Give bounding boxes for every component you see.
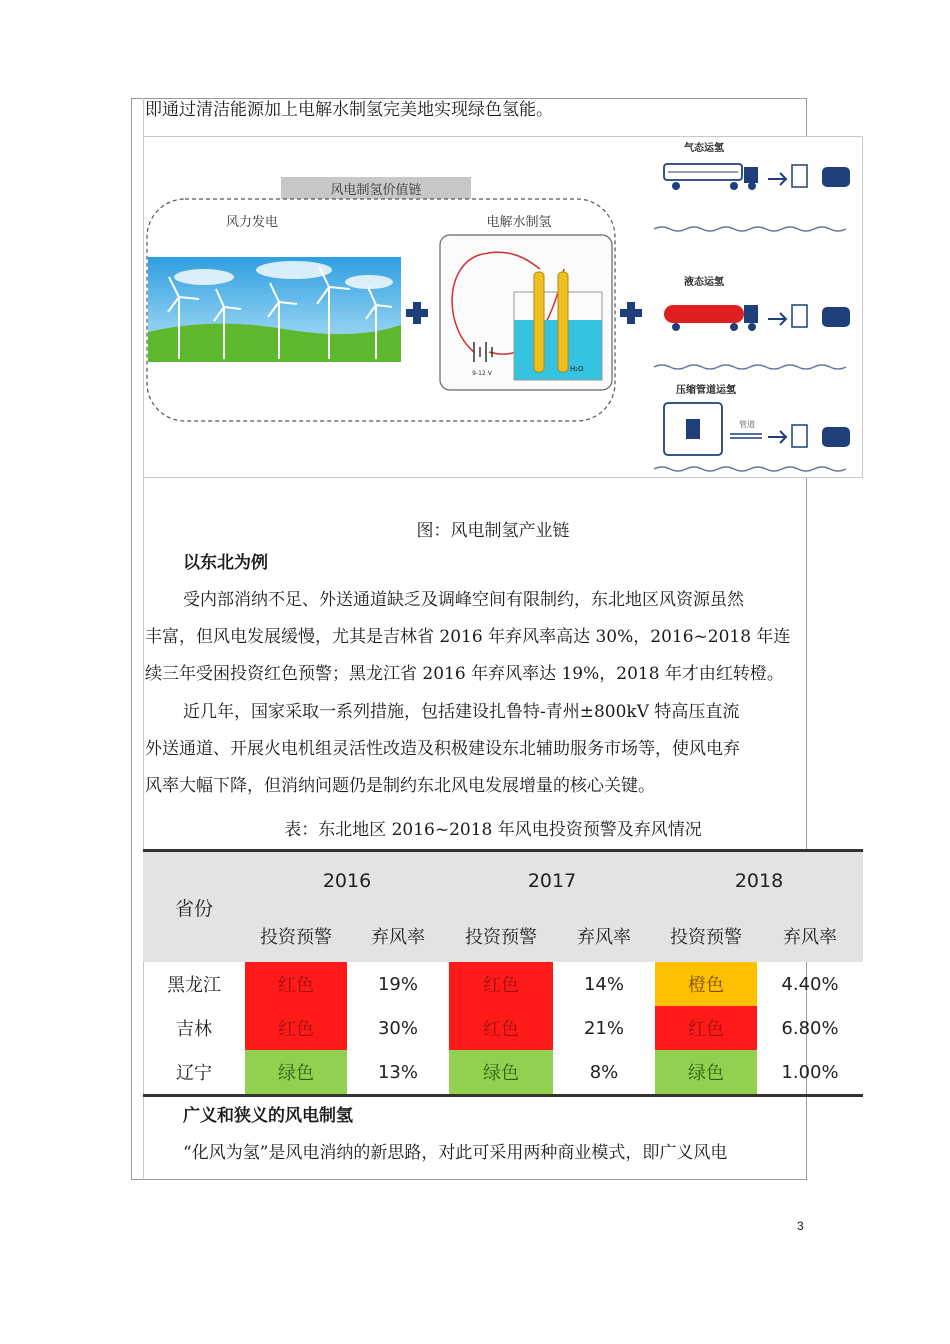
paragraph-line: 续三年受困投资红色预警；黑龙江省 2016 年弃风率达 19%，2018 年才由红转橙。: [145, 664, 784, 684]
table-row: [143, 962, 863, 1006]
paragraph-line: 丰富，但风电发展缓慢，尤其是吉林省 2016 年弃风率高达 30%，2016~2018 年连: [145, 627, 791, 647]
svg-text:气态运氢: 气态运氢: [684, 143, 724, 154]
figure-caption: 图：风电制氢产业链: [416, 521, 570, 541]
car-icon: [822, 167, 850, 187]
rate-cell: 19%: [377, 973, 418, 995]
paragraph-line: 受内部消纳不足、外送通道缺乏及调峰空间有限制约，东北地区风资源虽然: [183, 590, 744, 610]
table-row: [143, 1006, 863, 1050]
sub-header-warning: 投资预警: [449, 910, 553, 962]
year-header: 2016: [245, 851, 449, 911]
svg-text:压缩管道运氢: 压缩管道运氢: [676, 385, 736, 396]
paragraph-line: 近几年，国家采取一系列措施，包括建设扎鲁特-青州±800kV 特高压直流: [183, 702, 740, 722]
rate-cell: 30%: [377, 1017, 418, 1039]
rate-cell: 14%: [583, 973, 624, 995]
sub-header-warning: 投资预警: [655, 910, 757, 962]
table-row: [143, 1050, 863, 1096]
intro-text: 即通过清洁能源加上电解水制氢完美地实现绿色氢能。: [145, 100, 553, 120]
chain-title: 风电制氢价值链: [330, 183, 422, 198]
warning-cell: 绿色: [655, 1050, 757, 1096]
sub-header-warning: 投资预警: [245, 910, 347, 962]
paragraph-line: “化风为氢”是风电消纳的新思路，对此可采用两种商业模式，即广义风电: [183, 1143, 728, 1163]
warning-cell: 红色: [245, 1006, 347, 1050]
fuel-pump-icon: [792, 425, 807, 447]
year-header: 2017: [449, 851, 655, 911]
province-cell: 辽宁: [143, 1050, 245, 1096]
rate-cell: 8%: [553, 1050, 655, 1096]
warning-cell: 红色: [449, 962, 553, 1006]
rate-cell: 13%: [347, 1050, 449, 1096]
paragraph-line: 风率大幅下降，但消纳问题仍是制约东北风电发展增量的核心关键。: [145, 776, 655, 796]
electrolysis-label: 电解水制氢: [486, 215, 552, 230]
warning-cell: 橙色: [655, 962, 757, 1006]
rate-cell: 4.40%: [781, 973, 839, 995]
svg-text:管道: 管道: [739, 420, 755, 429]
svg-text:液态运氢: 液态运氢: [684, 277, 724, 288]
warning-cell: 红色: [449, 1006, 553, 1050]
value-chain-diagram: [144, 137, 864, 479]
section-heading-northeast: 以东北为例: [183, 553, 268, 573]
car-icon: [822, 427, 850, 447]
paragraph-line: 外送通道、开展火电机组灵活性改造及积极建设东北辅助服务市场等，使风电弃: [145, 739, 740, 759]
rate-cell: 6.80%: [781, 1017, 839, 1039]
sub-header-rate: 弃风率: [347, 910, 449, 962]
svg-text:H₂O: H₂O: [570, 365, 584, 373]
warning-cell: 绿色: [449, 1050, 553, 1096]
value-chain-figure: [143, 136, 863, 478]
rate-cell: 1.00%: [757, 1050, 863, 1096]
warning-cell: 红色: [655, 1006, 757, 1050]
wind-label: 风力发电: [225, 215, 279, 230]
province-cell: 吉林: [176, 1019, 212, 1040]
fuel-pump-icon: [792, 165, 807, 187]
page-number: 3: [797, 1219, 804, 1233]
svg-text:9-12 V: 9-12 V: [472, 370, 492, 377]
rate-cell: 21%: [583, 1017, 624, 1039]
warning-table: [143, 849, 863, 1097]
table-caption: 表：东北地区 2016~2018 年风电投资预警及弃风情况: [284, 820, 702, 840]
section-heading-broad: 广义和狭义的风电制氢: [183, 1106, 353, 1126]
warning-cell: 绿色: [245, 1050, 347, 1096]
fuel-pump-icon: [792, 305, 807, 327]
truck-icon: [664, 305, 758, 331]
warning-cell: 红色: [245, 962, 347, 1006]
car-icon: [822, 307, 850, 327]
sub-header-rate: 弃风率: [757, 910, 863, 962]
province-header: 省份: [143, 851, 245, 963]
sub-header-rate: 弃风率: [553, 910, 655, 962]
truck-icon: [664, 164, 758, 190]
year-header: 2018: [655, 851, 863, 911]
province-cell: 黑龙江: [167, 975, 221, 996]
